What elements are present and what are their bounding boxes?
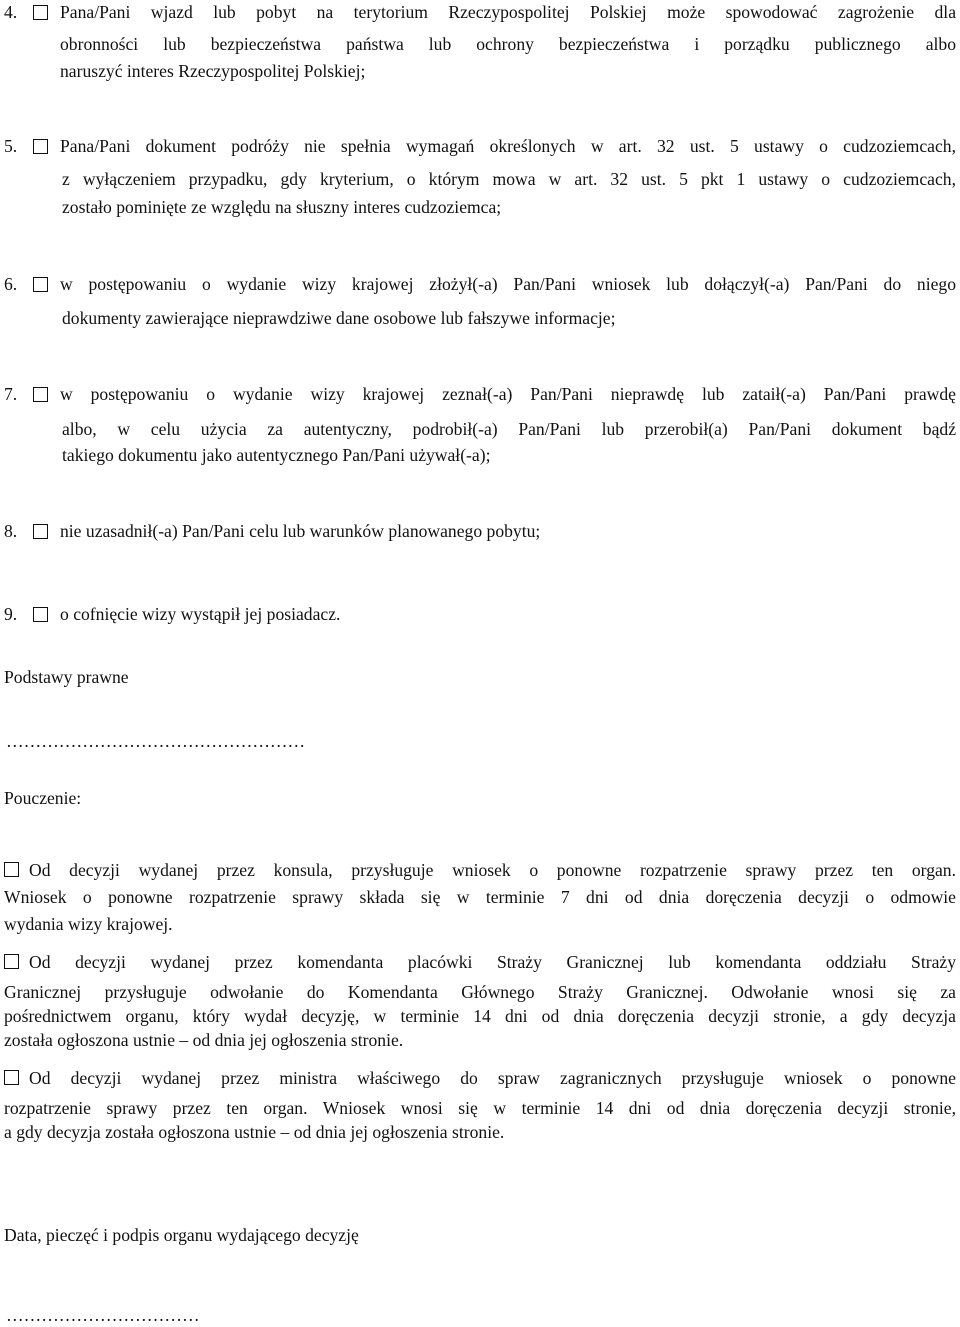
list-item-9 bbox=[4, 602, 956, 632]
instruction-text-line: Od decyzji wydanej przez ministra właściwego do spraw zagranicznych przysługuje wniosek o ponowne bbox=[29, 1068, 956, 1088]
instruction-paragraph-3 bbox=[4, 1068, 956, 1148]
checkbox[interactable] bbox=[33, 5, 48, 20]
legal-basis-blank-line: …………………………………………… bbox=[6, 731, 306, 751]
list-item-7 bbox=[4, 382, 956, 472]
item-text-line: w postępowaniu o wydanie wizy krajowej złożył(-a) Pan/Pani wniosek lub dołączył(-a) Pan/Pani do niego bbox=[60, 274, 956, 294]
item-text-line: z wyłączeniem przypadku, gdy kryterium, o którym mowa w art. 32 ust. 5 pkt 1 ustawy o cudzoziemcach, bbox=[62, 169, 956, 189]
item-number: 8. bbox=[4, 521, 18, 541]
item-text-line: albo, w celu użycia za autentyczny, podrobił(-a) Pan/Pani lub przerobił(a) Pan/Pani dokument bądź bbox=[62, 419, 956, 439]
instruction-text-line: a gdy decyzja została ogłoszona ustnie – od dnia jej ogłoszenia stronie. bbox=[4, 1122, 505, 1142]
item-text-line: Pana/Pani wjazd lub pobyt na terytorium Rzeczypospolitej Polskiej może spowodować zagrożenie dla bbox=[60, 2, 956, 22]
checkbox[interactable] bbox=[4, 1070, 19, 1085]
checkbox[interactable] bbox=[4, 954, 19, 969]
checkbox[interactable] bbox=[33, 139, 48, 154]
checkbox[interactable] bbox=[33, 607, 48, 622]
checkbox[interactable] bbox=[33, 277, 48, 292]
item-text-line: takiego dokumentu jako autentycznego Pan/Pani używał(-a); bbox=[62, 445, 491, 465]
item-text-line: zostało pominięte ze względu na słuszny interes cudzoziemca; bbox=[62, 197, 502, 217]
item-text-line: nie uzasadnił(-a) Pan/Pani celu lub warunków planowanego pobytu; bbox=[60, 521, 541, 541]
list-item-8 bbox=[4, 519, 956, 549]
instruction-paragraph-1 bbox=[4, 860, 956, 940]
list-item-6 bbox=[4, 272, 956, 342]
legal-basis-label: Podstawy prawne bbox=[4, 667, 129, 687]
item-text-line: dokumenty zawierające nieprawdziwe dane osobowe lub fałszywe informacje; bbox=[62, 308, 616, 328]
item-number: 7. bbox=[4, 384, 18, 404]
instruction-text-line: rozpatrzenie sprawy przez ten organ. Wniosek wnosi się w terminie 14 dni od dnia doręczenia decyzji stronie, bbox=[4, 1098, 956, 1118]
signature-label: Data, pieczęć i podpis organu wydającego decyzję bbox=[4, 1225, 359, 1245]
checkbox[interactable] bbox=[33, 524, 48, 539]
item-number: 6. bbox=[4, 274, 18, 294]
instruction-text-line: pośrednictwem organu, który wydał decyzję, w terminie 14 dni od dnia doręczenia decyzji stronie, a gdy decyzja bbox=[4, 1006, 956, 1026]
instruction-text-line: Od decyzji wydanej przez komendanta placówki Straży Granicznej lub komendanta oddziału Straży bbox=[29, 952, 956, 972]
list-item-4 bbox=[4, 0, 956, 90]
item-text-line: w postępowaniu o wydanie wizy krajowej zeznał(-a) Pan/Pani nieprawdę lub zataił(-a) Pan/Pani prawdę bbox=[60, 384, 956, 404]
instruction-text-line: została ogłoszona ustnie – od dnia jej ogłoszenia stronie. bbox=[4, 1030, 404, 1050]
checkbox[interactable] bbox=[4, 862, 19, 877]
item-text-line: naruszyć interes Rzeczypospolitej Polskiej; bbox=[60, 61, 366, 81]
instruction-paragraph-2 bbox=[4, 952, 956, 1057]
item-number: 4. bbox=[4, 2, 18, 22]
item-number: 9. bbox=[4, 604, 18, 624]
instruction-text-line: Granicznej przysługuje odwołanie do Komendanta Głównego Straży Granicznej. Odwołanie wnosi się za bbox=[4, 982, 956, 1002]
instruction-text-line: wydania wizy krajowej. bbox=[4, 914, 173, 934]
item-text-line: obronności lub bezpieczeństwa państwa lub ochrony bezpieczeństwa i porządku publicznego albo bbox=[60, 34, 956, 54]
list-item-5 bbox=[4, 134, 956, 234]
signature-blank-line: …………………………… bbox=[6, 1305, 200, 1325]
instruction-heading: Pouczenie: bbox=[4, 788, 82, 808]
item-number: 5. bbox=[4, 136, 18, 156]
instruction-text-line: Wniosek o ponowne rozpatrzenie sprawy składa się w terminie 7 dni od dnia doręczenia decyzji o odmowie bbox=[4, 887, 956, 907]
checkbox[interactable] bbox=[33, 387, 48, 402]
item-text-line: o cofnięcie wizy wystąpił jej posiadacz. bbox=[60, 604, 341, 624]
item-text-line: Pana/Pani dokument podróży nie spełnia wymagań określonych w art. 32 ust. 5 ustawy o cudzoziemcach, bbox=[60, 136, 956, 156]
instruction-text-line: Od decyzji wydanej przez konsula, przysługuje wniosek o ponowne rozpatrzenie sprawy przez ten organ. bbox=[29, 860, 956, 880]
